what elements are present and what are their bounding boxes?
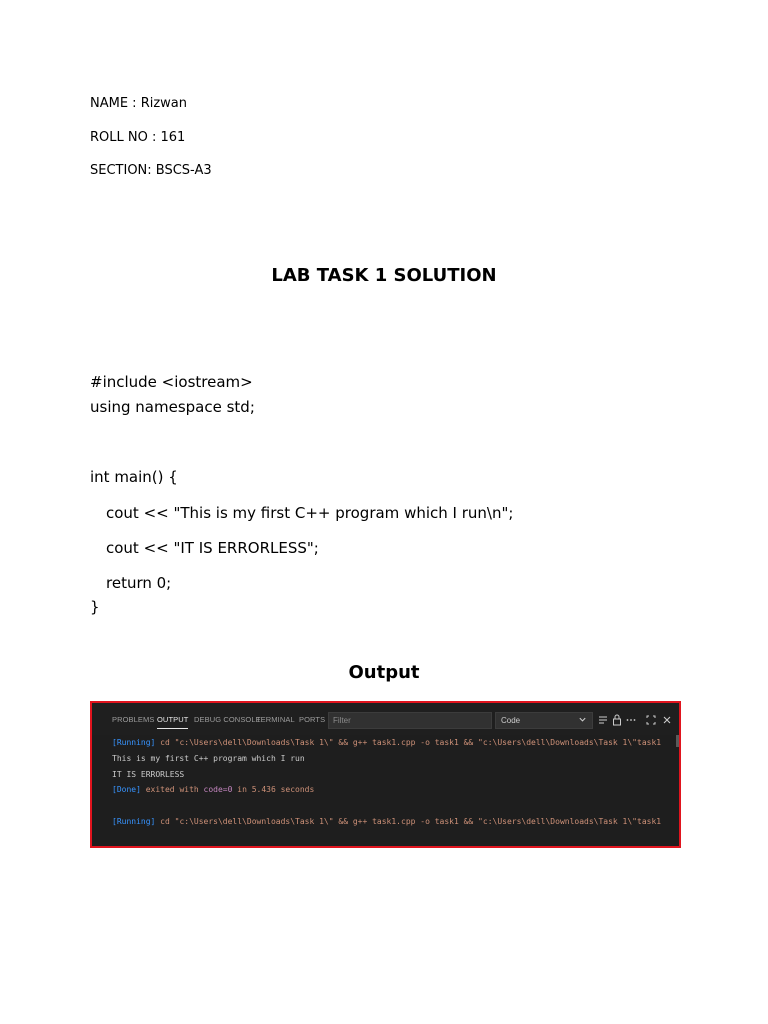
done-tag: [Done] xyxy=(112,785,141,794)
output-channel-label: Code xyxy=(501,716,521,725)
terminal-screenshot xyxy=(90,701,681,848)
code-include: #include <iostream> xyxy=(90,373,253,391)
student-section: SECTION: BSCS-A3 xyxy=(90,163,212,178)
log-line-output-1: This is my first C++ program which I run xyxy=(112,754,305,763)
done-text: exited with xyxy=(140,785,204,794)
exit-code: code=0 xyxy=(203,785,233,794)
student-name: NAME : Rizwan xyxy=(90,96,187,111)
running-tag: [Running] xyxy=(112,817,156,826)
filter-input[interactable] xyxy=(328,712,492,729)
code-close-brace: } xyxy=(90,598,100,616)
running-tag: [Running] xyxy=(112,738,156,747)
log-line-run-1 xyxy=(112,738,661,748)
done-duration: in 5.436 seconds xyxy=(232,785,315,794)
code-return: return 0; xyxy=(106,574,172,592)
code-main: int main() { xyxy=(90,468,178,486)
tab-problems[interactable]: PROBLEMS xyxy=(112,715,155,724)
chevron-down-icon xyxy=(578,715,587,724)
code-cout-2: cout << "IT IS ERRORLESS"; xyxy=(106,539,319,557)
log-line-output-2: IT IS ERRORLESS xyxy=(112,770,185,779)
tab-output[interactable]: OUTPUT xyxy=(157,715,189,724)
list-icon[interactable] xyxy=(597,713,609,727)
code-cout-1: cout << "This is my first C++ program which I run\n"; xyxy=(106,504,514,522)
run-command: cd "c:\Users\dell\Downloads\Task 1\" && g++ task1.cpp -o task1 && "c:\Users\dell\Downloads\Task 1\"task1 xyxy=(155,738,662,747)
log-line-run-2 xyxy=(112,817,661,827)
code-namespace: using namespace std; xyxy=(90,398,255,416)
tab-ports[interactable]: PORTS xyxy=(299,715,326,724)
maximize-icon[interactable] xyxy=(645,713,657,727)
output-channel-select[interactable] xyxy=(495,712,593,729)
more-icon[interactable] xyxy=(625,713,637,727)
page-title: LAB TASK 1 SOLUTION xyxy=(271,265,497,286)
lock-icon[interactable] xyxy=(611,713,623,727)
scrollbar-thumb[interactable] xyxy=(676,735,679,747)
panel-tabbar xyxy=(92,703,679,735)
close-icon[interactable] xyxy=(661,713,673,727)
output-heading: Output xyxy=(348,662,420,683)
student-roll: ROLL NO : 161 xyxy=(90,130,186,145)
tab-terminal[interactable]: TERMINAL xyxy=(256,715,295,724)
log-line-done xyxy=(112,785,314,795)
tab-debug-console[interactable]: DEBUG CONSOLE xyxy=(194,715,261,724)
filter-placeholder: Filter xyxy=(333,716,351,725)
run-command: cd "c:\Users\dell\Downloads\Task 1\" && g++ task1.cpp -o task1 && "c:\Users\dell\Downloads\Task 1\"task1 xyxy=(155,817,662,826)
